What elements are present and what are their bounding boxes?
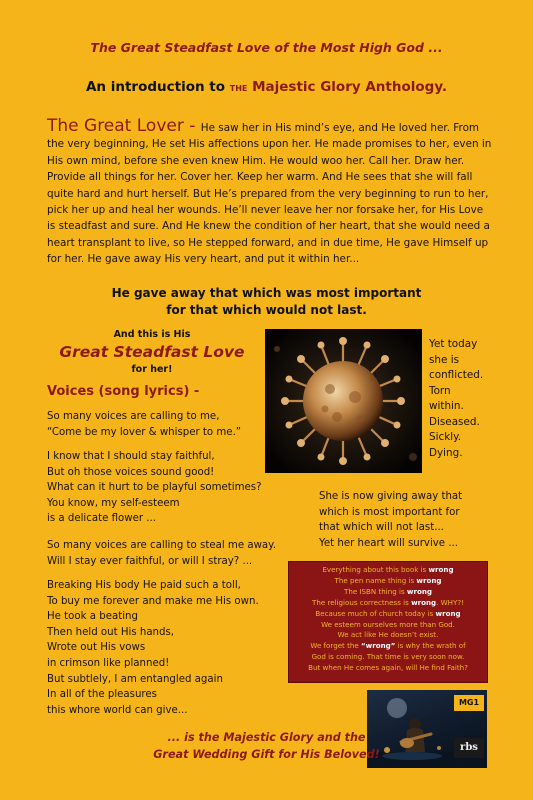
- right-col-line: conflicted.: [429, 369, 484, 381]
- wrong-word: “wrong”: [361, 641, 396, 651]
- wrong-box-text: is why the wrath of: [395, 641, 466, 651]
- wrong-box-line: [289, 641, 487, 652]
- this-is-line-1: And this is His: [113, 329, 191, 340]
- wrong-word: wrong: [428, 565, 454, 574]
- right-col-line: Torn: [429, 384, 451, 397]
- wrong-box-text: We esteem ourselves more than God.: [321, 619, 455, 629]
- lyric-line: So many voices are calling to me,: [47, 411, 220, 422]
- right-col-line: Diseased.: [429, 415, 480, 428]
- right-col-line: Yet today: [429, 338, 478, 350]
- giving-away-block: [319, 489, 499, 551]
- lyric-line: But subtlely, I am entangled again: [47, 673, 223, 685]
- lyric-stanza-4: [47, 578, 307, 718]
- wrong-box-line: [289, 630, 487, 641]
- story-body: He saw her in His mind’s eye, and He loved her. From the very beginning, He set His affections upon her. He made promises to her, even in His own mind, before she even knew Him. He would woo her. Call her. Draw her. Provide all things for her. Cover her. Keep her warm. And He sees that she will fall quite hard and hurt herself. But He’s prepared from the very beginning to run to her, pick her up and heal her wounds. He’ll never leave her nor forsake her, for His Love is steadfast and sure. And He knew the condition of her heart, that she would need a heart transplant to live, so He stepped forward, and in due time, He gave Himself up for her. He gave away His very heart, and put it within her...: [47, 122, 492, 266]
- lyric-line: I know that I should stay faithful,: [47, 451, 215, 462]
- wrong-box-line: [289, 576, 487, 587]
- lyric-line: Breaking His body He paid such a toll,: [47, 580, 241, 591]
- lyric-line: You know, my self-esteem: [47, 497, 180, 509]
- wrong-word: wrong: [411, 597, 437, 607]
- lyric-line: In all of the pleasures: [47, 689, 157, 701]
- lyric-line: What can it hurt to be playful sometimes?: [47, 482, 262, 494]
- wrong-box-text: We act like He doesn’t exist.: [337, 630, 439, 640]
- intro-anthology: Majestic Glory Anthology.: [247, 79, 448, 95]
- wrong-box-line: [289, 609, 487, 620]
- right-col-line: Dying.: [429, 446, 463, 459]
- wrong-box-line: [289, 652, 487, 663]
- lyric-line: To buy me forever and make me His own.: [47, 595, 259, 607]
- gave-away-line-1: He gave away that which was most important: [111, 286, 422, 300]
- story-lead: The Great Lover -: [47, 116, 201, 136]
- lyric-line: He took a beating: [47, 611, 138, 623]
- mg1-label: MG1: [454, 695, 484, 711]
- lyric-line: But oh those voices sound good!: [47, 466, 215, 478]
- wrong-box-text: Because much of church today is: [315, 608, 436, 618]
- intro-the: THE: [229, 84, 248, 93]
- this-is-line-3: for her!: [131, 364, 173, 375]
- rbs-label: rbs: [454, 738, 484, 758]
- lyric-line: So many voices are calling to steal me away.: [47, 540, 276, 551]
- lyric-line: Will I stay ever faithful, or will I stray? ...: [47, 555, 253, 567]
- giving-away-line: that which will not last...: [319, 522, 444, 534]
- wrong-box-text: . WHY?!: [436, 597, 464, 607]
- intro-title: [0, 79, 533, 95]
- lyric-line: is a delicate flower ...: [47, 513, 156, 525]
- lyric-line: Then held out His hands,: [47, 626, 175, 638]
- gave-away-line-2: for that which would not last.: [166, 303, 367, 317]
- footer-line-2: Great Wedding Gift for His Beloved!: [153, 748, 380, 761]
- wrong-word: wrong: [416, 575, 442, 585]
- wrong-box-line: [289, 663, 487, 674]
- this-is-big: Great Steadfast Love: [59, 343, 245, 361]
- giving-away-line: She is now giving away that: [319, 491, 463, 502]
- right-column: [429, 337, 499, 461]
- footer-line-1: ... is the Majestic Glory and the: [167, 731, 366, 744]
- wrong-box-text: We forget the: [310, 641, 361, 651]
- right-col-line: Sickly.: [429, 431, 462, 443]
- right-col-line: within.: [429, 400, 464, 412]
- wrong-box-line: [289, 565, 487, 576]
- lyric-stanza-1: [47, 409, 307, 440]
- giving-away-line: Yet her heart will survive ...: [319, 537, 459, 549]
- wrong-box-text: Everything about this book is: [322, 565, 429, 574]
- lyric-stanza-2: [47, 449, 307, 527]
- story-paragraph: [47, 118, 492, 268]
- wrong-box-text: But when He comes again, will He find Faith?: [308, 663, 468, 673]
- wrong-word: wrong: [435, 608, 461, 618]
- footer-statement: [0, 729, 533, 763]
- lyric-stanza-3: [47, 538, 307, 569]
- lyric-line: “Come be my lover & whisper to me.”: [47, 426, 242, 438]
- intro-prefix: An introduction to: [85, 79, 230, 95]
- voices-heading: Voices (song lyrics) -: [47, 384, 200, 399]
- wrong-box-text: The ISBN thing is: [344, 586, 407, 596]
- wrong-box-text: The pen name thing is: [334, 575, 417, 585]
- right-col-line: she is: [429, 353, 459, 366]
- wrong-box-text: The religious correctness is: [312, 597, 412, 607]
- wrong-box-line: [289, 620, 487, 631]
- lyric-line: in crimson like planned!: [47, 657, 170, 669]
- wrong-box-text: God is coming. That time is very soon now.: [311, 652, 465, 662]
- lyric-line: Wrote out His vows: [47, 642, 146, 654]
- this-is-block: [47, 328, 257, 376]
- wrong-box-line: [289, 587, 487, 598]
- gave-away-statement: [0, 285, 533, 319]
- wrong-box-line: [289, 598, 487, 609]
- header-subtitle: The Great Steadfast Love of the Most High God ...: [90, 40, 443, 55]
- lyric-line: this whore world can give...: [47, 704, 188, 716]
- wrong-word: wrong: [406, 586, 432, 596]
- giving-away-line: which is most important for: [319, 506, 460, 518]
- wrong-notice-box: [288, 561, 488, 683]
